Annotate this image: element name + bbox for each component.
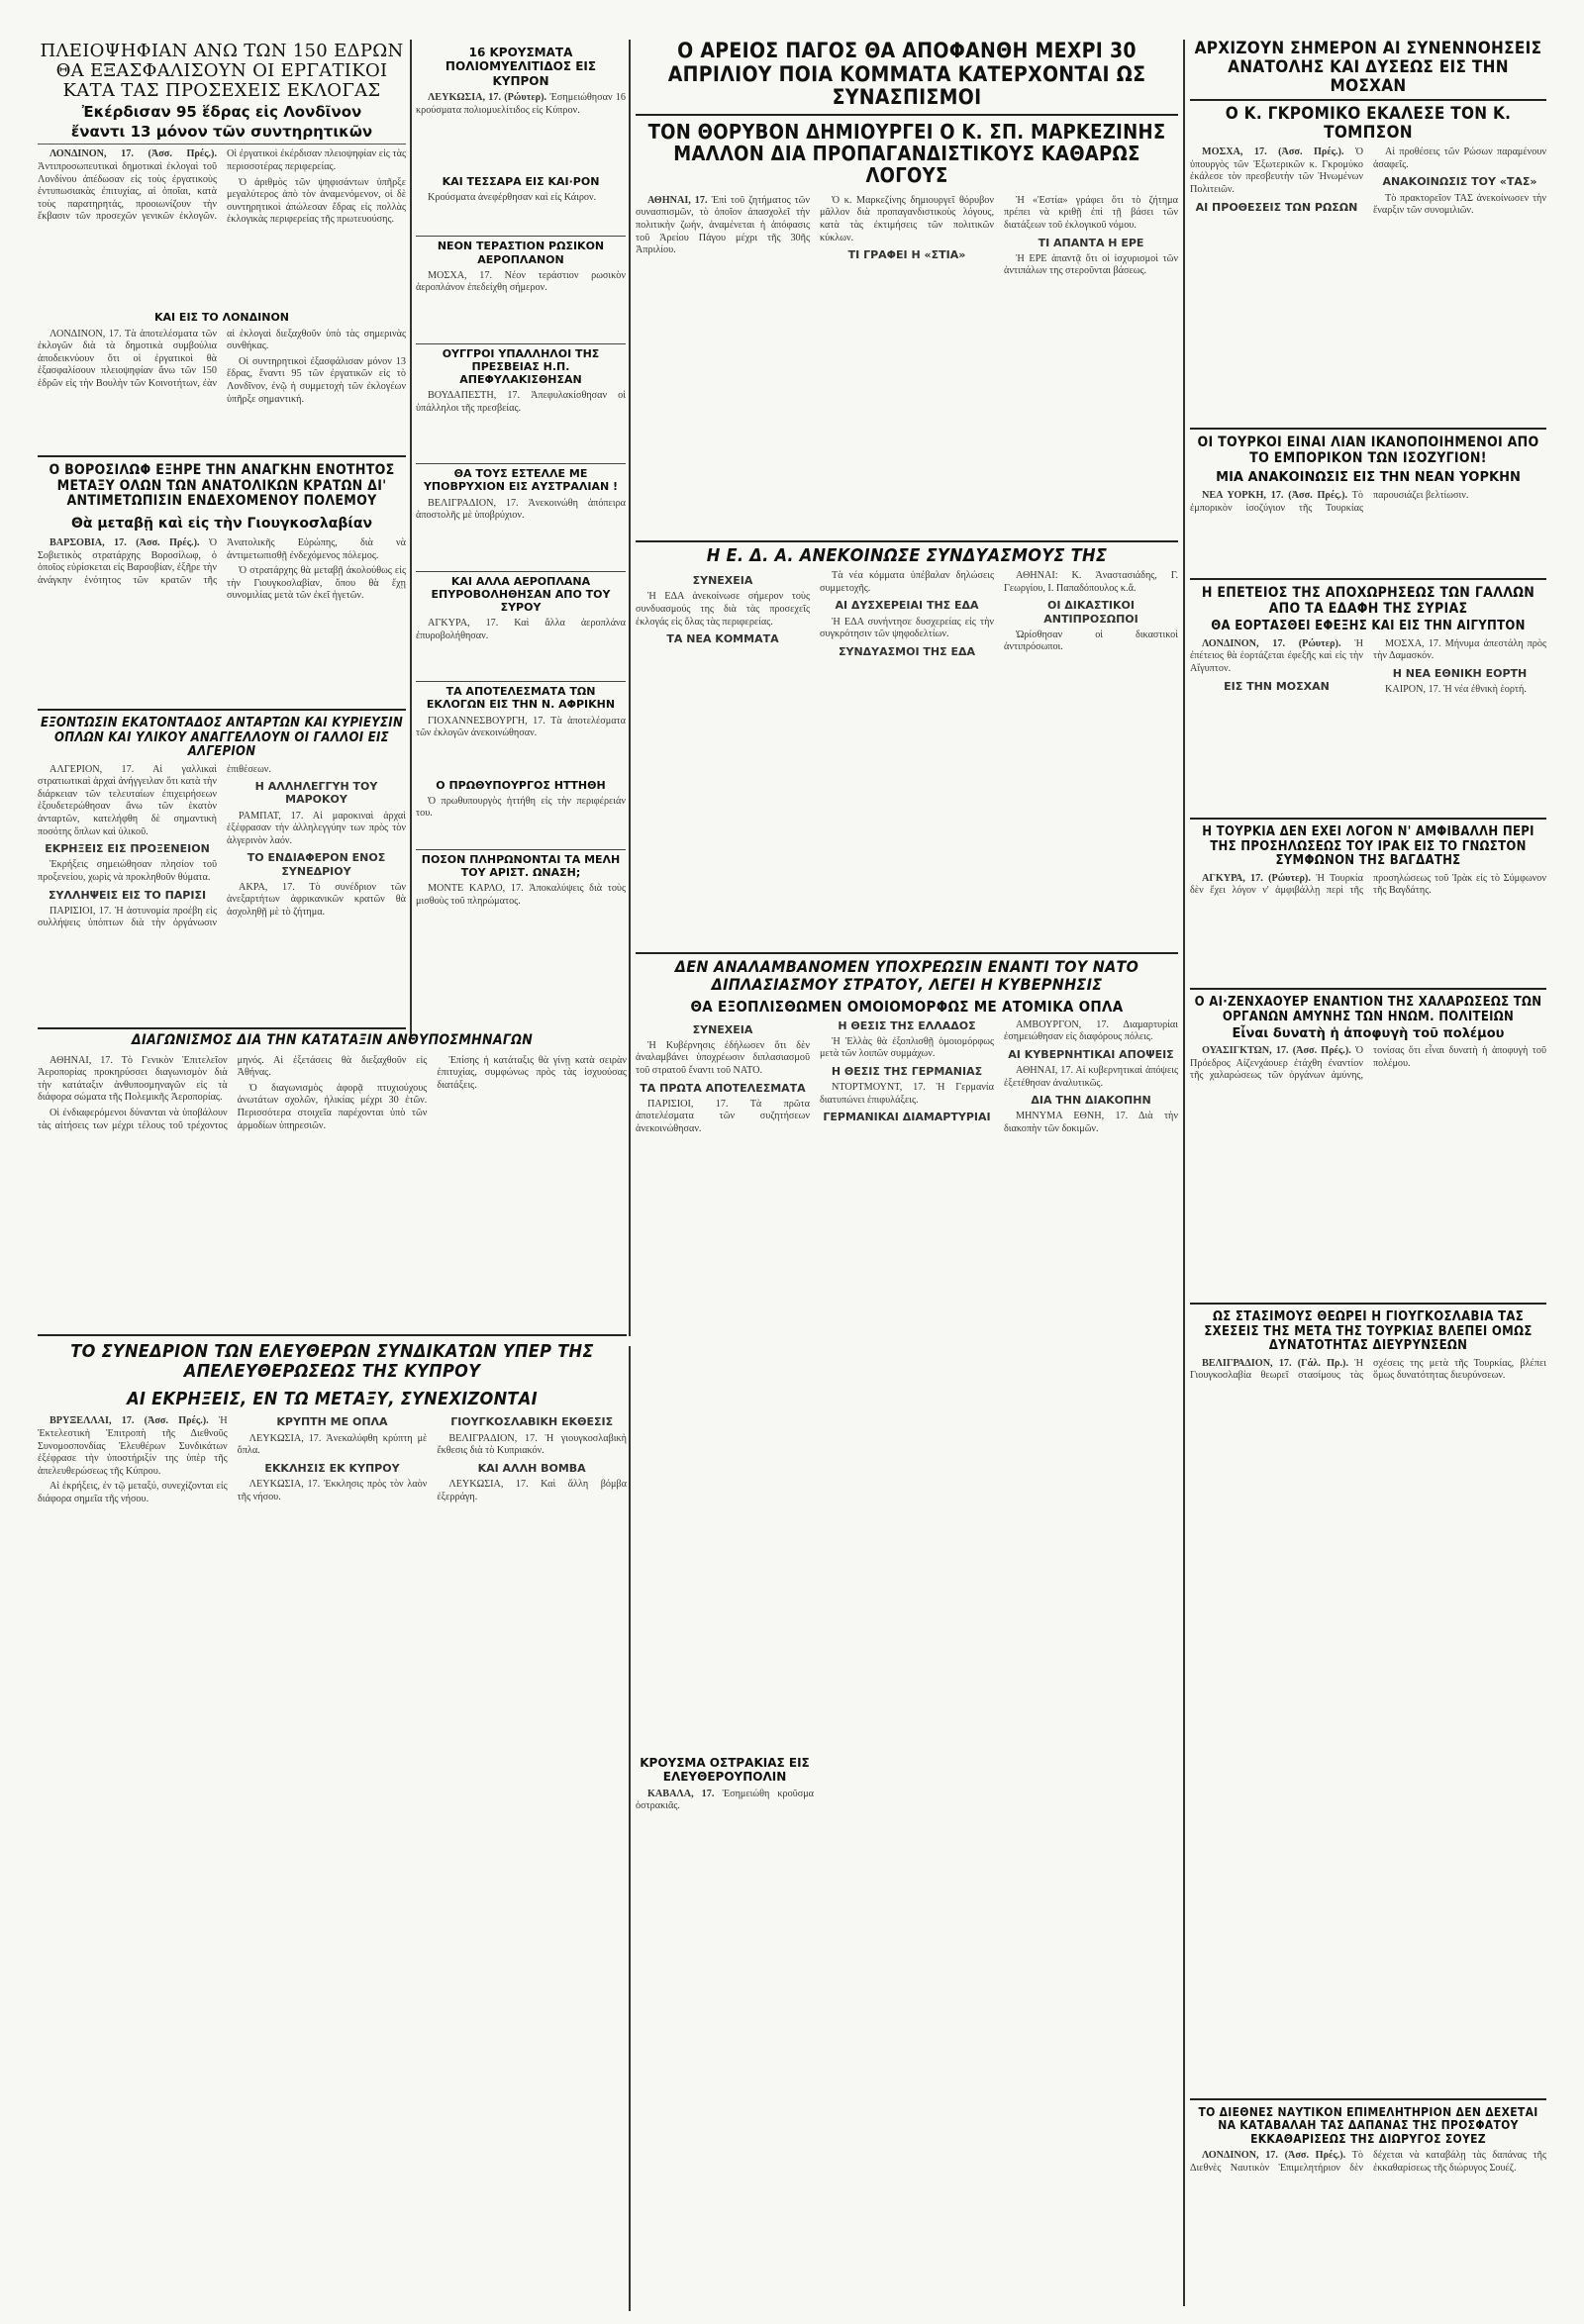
article-body: ΜΟΣΧΑ, 17. Νέον τεράστιον ρωσικὸν ἀεροπλάνον ἐπεδείχθη σήμερον. [416, 269, 626, 294]
section-subhead: ΟΙ ΔΙΚΑΣΤΙΚΟΙ ΑΝΤΙΠΡΟΣΩΠΟΙ [1043, 599, 1138, 626]
brief-headline: ΚΑΙ ΑΛΛΑ ΑΕΡΟΠΛΑΝΑ ΕΠΥΡΟΒΟΛΗΘΗΣΑΝ ΑΠΟ ΤΟΥ ΣΥΡΟΥ [416, 571, 626, 615]
brief-headline: ΠΟΣΟΝ ΠΛΗΡΩΝΟΝΤΑΙ ΤΑ ΜΕΛΗ ΤΟΥ ΑΡΙΣΤ. ΩΝΑΣΗ; [416, 849, 626, 879]
article-subheadline: ΘΑ ΕΞΟΠΛΙΣΘΩΜΕΝ ΟΜΟΙΟΜΟΡΦΩΣ ΜΕ ΑΤΟΜΙΚΑ ΟΠΛΑ [690, 997, 1124, 1016]
brief-headline: ΚΡΟΥΣΜΑ ΟΣΤΡΑΚΙΑΣ ΕΙΣ ΕΛΕΥΘΕΡΟΥΠΟΛΙΝ [640, 1756, 810, 1785]
contest-article [38, 1033, 627, 1320]
section-subhead: ΤΟ ΕΝΔΙΑΦΕΡΟΝ ΕΝΟΣ ΣΥΝΕΔΡΙΟΥ [247, 851, 386, 878]
article-body: ΛΟΝΔΙΝΟΝ, 17. (Ρώυτερ). Ἡ ἐπέτειος θὰ ἑορτάζεται ἐφεξῆς καὶ εἰς τὴν Αἴγυπτον. ΕΙΣ ΤΗΝ ΜΟΣΧΑΝ ΜΟΣΧΑ, 17. Μήνυμα ἀπεστάλη πρὸς τὴν Δαμασκόν. Η ΝΕΑ ΕΘΝΙΚΗ ΕΟΡΤΗ ΚΑΙΡΟΝ, 17. Ἡ νέα ἐθνικὴ ἑορτή. [1190, 637, 1546, 696]
article-body: ΣΥΝΕΧΕΙΑ Ἡ Κυβέρνησις ἐδήλωσεν ὅτι δὲν ἀναλαμβάνει ὑποχρέωσιν διπλασιασμοῦ τοῦ στρατοῦ ἔναντι τοῦ ΝΑΤΟ. ΤΑ ΠΡΩΤΑ ΑΠΟΤΕΛΕΣΜΑΤΑ ΠΑΡΙΣΙΟΙ, 17. Τὰ πρῶτα ἀποτελέσματα τῶν συζητήσεων ἀνεκοινώθησαν. Η ΘΕΣΙΣ ΤΗΣ ΕΛΛΑΔΟΣ Ἡ Ἑλλὰς θὰ ἐξοπλισθῇ ὁμοιομόρφως μετὰ τῶν λοιπῶν συμμάχων. Η ΘΕΣΙΣ ΤΗΣ ΓΕΡΜΑΝΙΑΣ ΝΤΟΡΤΜΟΥΝΤ, 17. Ἡ Γερμανία διατυπώνει ἐπιφυλάξεις. ΓΕΡΜΑΝΙΚΑΙ ΔΙΑΜΑΡΤΥΡΙΑΙ ΑΜΒΟΥΡΓΟΝ, 17. Διαμαρτυρίαι ἐσημειώθησαν εἰς διαφόρους πόλεις. ΑΙ ΚΥΒΕΡΝΗΤΙΚΑΙ ΑΠΟΨΕΙΣ ΑΘΗΝΑΙ, 17. Αἱ κυβερνητικαὶ ἀπόψεις ἐξετέθησαν ἀναλυτικῶς. ΔΙΑ ΤΗΝ ΔΙΑΚΟΠΗΝ ΜΗΝΥΜΑ ΕΘΝΗ, 17. Διὰ τὴν διακοπὴν τῶν δοκιμῶν. [636, 1018, 1178, 1134]
section-subhead: ΕΚΚΛΗΣΙΣ ΕΚ ΚΥΠΡΟΥ [264, 1461, 400, 1475]
article-body: ΜΟΣΧΑ, 17. (Ἀσσ. Πρές.). Ὁ ὑπουργὸς τῶν Ἐξωτερικῶν κ. Γκρομύκο ἐκάλεσε τὸν πρεσβευτὴν τῶν Ἡνωμένων Πολιτειῶν. ΑΙ ΠΡΟΘΕΣΕΙΣ ΤΩΝ ΡΩΣΩΝ Αἱ προθέσεις τῶν Ρώσων παραμένουν ἀσαφεῖς. ΑΝΑΚΟΙΝΩΣΙΣ ΤΟΥ «ΤΑΣ» Τὸ πρακτορεῖον ΤΑΣ ἀνεκοίνωσεν τὴν ἔναρξιν τῶν συνομιλιῶν. [1190, 146, 1546, 217]
article-headline: ΕΞΟΝΤΩΣΙΝ ΕΚΑΤΟΝΤΑΔΟΣ ΑΝΤΑΡΤΩΝ ΚΑΙ ΚΥΡΙΕΥΣΙΝ ΟΠΛΩΝ ΚΑΙ ΥΛΙΚΟΥ ΑΝΑΓΓΕΛΛΟΥΝ ΟΙ ΓΑΛΛΟΙ ΕΙΣ ΑΛΓΕΡΙΟΝ [40, 717, 404, 760]
nato-article [636, 952, 1178, 1508]
eisenhower-article [1190, 988, 1546, 1303]
article-body: ΒΕΛΙΓΡΑΔΙΟΝ, 17. Ἀνεκοινώθη ἀπόπειρα ἀποστολῆς μὲ ὑποβρύχιον. [416, 497, 626, 522]
section-subhead: ΤΙ ΑΠΑΝΤΑ Η ΕΡΕ [1038, 236, 1144, 249]
section-divider [38, 455, 406, 457]
article-headline: ΔΕΝ ΑΝΑΛΑΜΒΑΝΟΜΕΝ ΥΠΟΧΡΕΩΣΙΝ ΕΝΑΝΤΙ ΤΟΥ ΝΑΤΟ ΔΙΠΛΑΣΙΑΣΜΟΥ ΣΤΡΑΤΟΥ, ΛΕΓΕΙ Η ΚΥΒΕΡΝΗΣΙΣ [674, 957, 1139, 994]
brief-headline: 16 ΚΡΟΥΣΜΑΤΑ ΠΟΛΙΟΜΥΕΛΙΤΙΔΟΣ ΕΙΣ ΚΥΠΡΟΝ [445, 46, 597, 88]
section-subhead: ΤΑ ΝΕΑ ΚΟΜΜΑΤΑ [666, 632, 779, 646]
dateline: ΒΑΡΣΟΒΙΑ, 17. (Ἀσσ. Πρές.). [50, 537, 200, 549]
section-subhead: ΑΙ ΚΥΒΕΡΝΗΤΙΚΑΙ ΑΠΟΨΕΙΣ [1008, 1047, 1174, 1061]
section-subhead: ΑΙ ΠΡΟΘΕΣΕΙΣ ΤΩΝ ΡΩΣΩΝ [1195, 200, 1358, 214]
article-subheadline: ἔναντι 13 μόνον τῶν συντηρητικῶν [38, 123, 406, 145]
dateline: ΚΑΒΑΛΑ, 17. [647, 1788, 715, 1799]
article-body: ΑΘΗΝΑΙ, 17. Ἐπὶ τοῦ ζητήματος τῶν συνασπισμῶν, τὸ ὁποῖον ἀπασχολεῖ τὴν πολιτικὴν ζωήν, ἀναμένεται ἡ ἀπόφασις τοῦ Ἀρείου Πάγου μέχρι τῆς 30ῆς Ἀπριλίου. Ὁ κ. Μαρκεζίνης δημιουργεῖ θόρυβον μᾶλλον διὰ προπαγανδιστικοὺς λόγους, κατὰ τὰς ἐκτιμήσεις τῶν πολιτικῶν κύκλων. ΤΙ ΓΡΑΦΕΙ Η «ΣΤΙΑ» Ἡ «Ἑστία» γράφει ὅτι τὸ ζήτημα πρέπει νὰ κριθῇ ἐπὶ τῇ βάσει τῶν διατάξεων τοῦ ἐκλογικοῦ νόμου. ΤΙ ΑΠΑΝΤΑ Η ΕΡΕ Ἡ ΕΡΕ ἀπαντᾷ ὅτι οἱ ἰσχυρισμοὶ τῶν ἀντιπάλων της στεροῦνται βάσεως. [636, 194, 1178, 277]
lead-subheadline: ΤΟΝ ΘΟΡΥΒΟΝ ΔΗΜΙΟΥΡΓΕΙ Ο Κ. ΣΠ. ΜΑΡΚΕΖΙΝΗΣ ΜΑΛΛΟΝ ΔΙΑ ΠΡΟΠΑΓΑΝΔΙΣΤΙΚΟΥΣ ΚΑΘΑΡΩΣ ΛΟΓΟΥΣ [647, 119, 1166, 188]
dateline: ΛΟΝΔΙΝΟΝ, 17. (Ρώυτερ). [1202, 637, 1341, 649]
section-subhead: ΤΙ ΓΡΑΦΕΙ Η «ΣΤΙΑ» [847, 248, 966, 262]
section-subhead: ΚΡΥΠΤΗ ΜΕ ΟΠΛΑ [276, 1415, 388, 1429]
dateline: ΑΓΚΥΡΑ, 17. (Ρώυτερ). [1202, 872, 1311, 884]
article-headline: ΩΣ ΣΤΑΣΙΜΟΥΣ ΘΕΩΡΕΙ Η ΓΙΟΥΓΚΟΣΛΑΒΙΑ ΤΑΣ ΣΧΕΣΕΙΣ ΤΗΣ ΜΕΤΑ ΤΗΣ ΤΟΥΡΚΙΑΣ ΒΛΕΠΕΙ ΟΜΩΣ ΔΥΝΑΤΟΤΗΤΑΣ ΔΙΕΥΡΥΝΣΕΩΝ [1204, 1309, 1533, 1354]
voroshilov-article [38, 463, 406, 711]
article-body: ΑΛΓΕΡΙΟΝ, 17. Αἱ γαλλικαὶ στρατιωτικαὶ ἀρχαὶ ἀνήγγειλαν ὅτι κατὰ τὴν διάρκειαν τῶν τελευταίων ἐπιχειρήσεων ἐξουδετερώθησαν ἄνω τῶν ἑκατὸν ἀνταρτῶν, κατελήφθη δὲ σημαντικὴ ποσότης ὅπλων καὶ ὑλικοῦ. ΕΚΡΗΞΕΙΣ ΕΙΣ ΠΡΟΞΕΝΕΙΟΝ Ἐκρήξεις σημειώθησαν πλησίον τοῦ προξενείου, χωρὶς νὰ προκληθοῦν θύματα. ΣΥΛΛΗΨΕΙΣ ΕΙΣ ΤΟ ΠΑΡΙΣΙ ΠΑΡΙΣΙΟΙ, 17. Ἡ ἀστυνομία προέβη εἰς συλλήψεις ὑπόπτων διὰ τὴν ὀργάνωσιν ἐπιθέσεων. Η ΑΛΛΗΛΕΓΓΥΗ ΤΟΥ ΜΑΡΟΚΟΥ ΡΑΜΠΑΤ, 17. Αἱ μαροκιναὶ ἀρχαὶ ἐξέφρασαν τὴν ἀλληλεγγύην των πρὸς τὸν ἀλγερινὸν λαόν. ΤΟ ΕΝΔΙΑΦΕΡΟΝ ΕΝΟΣ ΣΥΝΕΔΡΙΟΥ ΑΚΡΑ, 17. Τὸ συνέδριον τῶν ἀνεξαρτήτων ἀφρικανικῶν κρατῶν θὰ ἀσχοληθῇ μὲ τὸ ζήτημα. [38, 763, 406, 929]
article-body: ΣΥΝΕΧΕΙΑ Ἡ ΕΔΑ ἀνεκοίνωσε σήμερον τοὺς συνδυασμούς της διὰ τὰς προσεχεῖς ἐκλογάς εἰς ὅλας τὰς περιφερείας. ΤΑ ΝΕΑ ΚΟΜΜΑΤΑ Τὰ νέα κόμματα ὑπέβαλαν δηλώσεις συμμετοχῆς. ΑΙ ΔΥΣΧΕΡΕΙΑΙ ΤΗΣ ΕΔΑ Ἡ ΕΔΑ συνήντησε δυσχερείας εἰς τὴν συγκρότησιν τῶν ψηφοδελτίων. ΣΥΝΔΥΑΣΜΟΙ ΤΗΣ ΕΔΑ ΑΘΗΝΑΙ: Κ. Ἀναστασιάδης, Γ. Γεωργίου, Ι. Παπαδόπουλος κ.ἄ. ΟΙ ΔΙΚΑΣΤΙΚΟΙ ΑΝΤΙΠΡΟΣΩΠΟΙ Ὡρίσθησαν οἱ δικαστικοὶ ἀντιπρόσωποι. [636, 570, 1178, 658]
suez-article [1190, 2098, 1546, 2318]
dateline: ΛΟΝΔΙΝΟΝ, 17. (Ἀσσ. Πρές.). [1202, 2150, 1346, 2162]
section-subhead: ΑΙ ΔΥΣΧΕΡΕΙΑΙ ΤΗΣ ΕΔΑ [835, 599, 979, 613]
brief-headline: ΤΑ ΑΠΟΤΕΛΕΣΜΑΤΑ ΤΩΝ ΕΚΛΟΓΩΝ ΕΙΣ ΤΗΝ Ν. ΑΦΡΙΚΗΝ [416, 681, 626, 711]
article-subheadline: Ο Κ. ΓΚΡΟΜΙΚΟ ΕΚΑΛΕΣΕ ΤΟΝ Κ. ΤΟΜΠΣΟΝ [1225, 104, 1512, 144]
article-body: ΑΓΚΥΡΑ, 17. (Ρώυτερ). Ἡ Τουρκία δὲν ἔχει λόγον ν' ἀμφιβάλλῃ περὶ τῆς προσηλώσεως τοῦ Ἰρὰκ εἰς τὸ Σύμφωνον τῆς Βαγδάτης. [1190, 872, 1546, 897]
article-body: ΚΑΒΑΛΑ, 17. Ἐσημειώθη κροῦσμα ὀστρακιᾶς. [636, 1788, 814, 1812]
article-headline: Ο ΑΙ·ΖΕΝΧΑΟΥΕΡ ΕΝΑΝΤΙΟΝ ΤΗΣ ΧΑΛΑΡΩΣΕΩΣ ΤΩΝ ΟΡΓΑΝΩΝ ΑΜΥΝΗΣ ΤΩΝ ΗΝΩΜ. ΠΟΛΙΤΕΙΩΝ [1194, 995, 1542, 1024]
section-subhead: ΑΝΑΚΟΙΝΩΣΙΣ ΤΟΥ «ΤΑΣ» [1382, 175, 1537, 189]
article-body: ΛΕΥΚΩΣΙΑ, 17. (Ρώυτερ). Ἐσημειώθησαν 16 κρούσματα πολιομυελίτιδος εἰς Κύπρον. [416, 92, 626, 116]
section-divider [38, 709, 406, 711]
article-subheadline: ΑΙ ΕΚΡΗΞΕΙΣ, ΕΝ ΤΩ ΜΕΤΑΞΥ, ΣΥΝΕΧΙΖΟΝΤΑΙ [127, 1389, 538, 1410]
article-body: ΜΟΝΤΕ ΚΑΡΛΟ, 17. Ἀποκαλύψεις διὰ τοὺς μισθοὺς τοῦ πληρώματος. [416, 883, 626, 907]
lead-headline: Ο ΑΡΕΙΟΣ ΠΑΓΟΣ ΘΑ ΑΠΟΦΑΝΘΗ ΜΕΧΡΙ 30 ΑΠΡΙΛΙΟΥ ΠΟΙΑ ΚΟΜΜΑΤΑ ΚΑΤΕΡΧΟΝΤΑΙ ΩΣ ΣΥΝΑΣΠΙΣΜΟΙ [636, 40, 1178, 116]
brief-headline: ΘΑ ΤΟΥΣ ΕΣΤΕΛΛΕ ΜΕ ΥΠΟΒΡΥΧΙΟΝ ΕΙΣ ΑΥΣΤΡΑΛΙΑΝ ! [416, 463, 626, 493]
article-headline: ΤΟ ΣΥΝΕΔΡΙΟΝ ΤΩΝ ΕΛΕΥΘΕΡΩΝ ΣΥΝΔΙΚΑΤΩΝ ΥΠΕΡ ΤΗΣ ΑΠΕΛΕΥΘΕΡΩΣΕΩΣ ΤΗΣ ΚΥΠΡΟΥ [70, 1341, 594, 1383]
article-body: ΛΟΝΔΙΝΟΝ, 17. Τὰ ἀποτελέσματα τῶν ἐκλογῶν διὰ τὰ δημοτικὰ συμβούλια ἀποδεικνύουν ὅτι οἱ ἐργατικοὶ θὰ ἐξασφαλίσουν πλειοψηφίαν ἄνω τῶν 150 ἑδρῶν εἰς τὴν Βουλὴν τῶν Κοινοτήτων, ἐὰν αἱ ἐκλογαὶ διεξαχθοῦν ὑπὸ τὰς σημερινὰς συνθήκας. Οἱ συντηρητικοὶ ἐξασφάλισαν μόνον 13 ἕδρας, ἔναντι 95 τῶν ἐργατικῶν εἰς τὸ Λονδῖνον, ἐνῷ ἡ συμμετοχὴ τῶν ἐκλογέων ὑπῆρξε σημαντική. [38, 328, 406, 405]
center-lead-article [636, 40, 1178, 534]
article-body: ΝΕΑ ΥΟΡΚΗ, 17. (Ἀσσ. Πρές.). Τὸ ἐμπορικὸν ἰσοζύγιον τῆς Τουρκίας παρουσιάζει βελτίωσιν. [1190, 489, 1469, 514]
article-headline: Η ΤΟΥΡΚΙΑ ΔΕΝ ΕΧΕΙ ΛΟΓΟΝ Ν' ΑΜΦΙΒΑΛΛΗ ΠΕΡΙ ΤΗΣ ΠΡΟΣΗΛΩΣΕΩΣ ΤΟΥ ΙΡΑΚ ΕΙΣ ΤΟ ΓΝΩΣΤΟΝ ΣΥΜΦΩΝΟΝ ΤΗΣ ΒΑΓΔΑΤΗΣ [1202, 824, 1534, 869]
section-subhead: Η ΑΛΛΗΛΕΓΓΥΗ ΤΟΥ ΜΑΡΟΚΟΥ [254, 780, 378, 807]
dateline: ΟΥΑΣΙΓΚΤΩΝ, 17. (Ἀσσ. Πρές.). [1202, 1045, 1351, 1057]
article-body: Ὁ πρωθυπουργὸς ἡττήθη εἰς τὴν περιφέρειάν του. [416, 795, 626, 820]
left-top-article [38, 42, 406, 457]
dateline: ΛΟΝΔΙΝΟΝ, 17. (Ἀσσ. Πρές.). [50, 148, 217, 160]
section-subhead: Η ΝΕΑ ΕΘΝΙΚΗ ΕΟΡΤΗ [1392, 667, 1528, 681]
dateline: ΒΕΛΙΓΡΑΔΙΟΝ, 17. (Γάλ. Πρ.). [1202, 1357, 1348, 1369]
iraq-article [1190, 818, 1546, 988]
article-body: ΓΙΟΧΑΝΝΕΣΒΟΥΡΓΗ, 17. Τὰ ἀποτελέσματα τῶν ἐκλογῶν ἀνεκοινώθησαν. [416, 715, 626, 739]
article-body: ΒΑΡΣΟΒΙΑ, 17. (Ἀσσ. Πρές.). Ὁ Σοβιετικὸς στρατάρχης Βοροσίλωφ, ὁ ὁποῖος εὑρίσκεται εἰς Βαρσοβίαν, ἐξῆρε τὴν ἀνάγκην ἑνότητος τῶν κρατῶν τῆς Ἀνατολικῆς Εὐρώπης, διὰ νὰ ἀντιμετωπισθῇ ἐνδεχόμενος πόλεμος. Ὁ στρατάρχης θὰ μεταβῇ ἀκολούθως εἰς τὴν Γιουγκοσλαβίαν, ὅπου θὰ ἔχῃ συνομιλίας μετὰ τῶν ἐκεῖ ἡγετῶν. [38, 537, 406, 602]
article-body: ΒΕΛΙΓΡΑΔΙΟΝ, 17. (Γάλ. Πρ.). Ἡ Γιουγκοσλαβία θεωρεῖ στασίμους τὰς σχέσεις της μετὰ τῆς Τουρκίας, βλέπει ὅμως δυνατότητας διευρύνσεων. [1190, 1357, 1546, 1382]
algeria-article [38, 717, 406, 1029]
article-subheadline: ΜΙΑ ΑΝΑΚΟΙΝΩΣΙΣ ΕΙΣ ΤΗΝ ΝΕΑΝ ΥΟΡΚΗΝ [1216, 470, 1521, 486]
article-body: Κρούσματα ἀνεφέρθησαν καὶ εἰς Κάιρον. [428, 192, 597, 204]
section-subhead: ΓΕΡΜΑΝΙΚΑΙ ΔΙΑΜΑΡΤΥΡΙΑΙ [823, 1111, 991, 1124]
article-subheadline: Ἐκέρδισαν 95 ἕδρας εἰς Λονδῖνον [81, 103, 362, 122]
article-headline: ΔΙΑΓΩΝΙΣΜΟΣ ΔΙΑ ΤΗΝ ΚΑΤΑΤΑΞΙΝ ΑΝΘΥΠΟΣΜΗΝΑΓΩΝ [131, 1033, 534, 1048]
article-body: ΛΟΝΔΙΝΟΝ, 17. (Ἀσσ. Πρές.). Τὸ Διεθνὲς Ναυτικὸν Ἐπιμελητήριον δὲν δέχεται νὰ καταβάλῃ τὰς δαπάνας τῆς ἐκκαθαρίσεως τῆς διώρυγος Σουέζ. [1190, 2150, 1546, 2174]
ostraka-article [636, 1752, 814, 1831]
dateline: ΜΟΣΧΑ, 17. (Ἀσσ. Πρές.). [1202, 146, 1344, 158]
brief-headline: Ο ΠΡΩΘΥΠΟΥΡΓΟΣ ΗΤΤΗΘΗ [436, 778, 606, 792]
moscow-article [1190, 40, 1546, 426]
dateline: ΛΕΥΚΩΣΙΑ, 17. (Ρώυτερ). [428, 92, 547, 104]
article-subheadline: ΘΑ ΕΟΡΤΑΣΘΕΙ ΕΦΕΞΗΣ ΚΑΙ ΕΙΣ ΤΗΝ ΑΙΓΥΠΤΟΝ [1211, 619, 1526, 634]
article-body: ΑΓΚΥΡΑ, 17. Καὶ ἄλλα ἀεροπλάνα ἐπυροβολήθησαν. [416, 618, 626, 641]
continued-label: ΣΥΝΕΧΕΙΑ [692, 1022, 753, 1036]
section-subhead: ΚΑΙ ΕΙΣ ΤΟ ΛΟΝΔΙΝΟΝ [153, 311, 290, 325]
brief-headline: ΝΕΟΝ ΤΕΡΑΣΤΙΟΝ ΡΩΣΙΚΟΝ ΑΕΡΟΠΛΑΝΟΝ [416, 236, 626, 265]
article-subheadline: Θὰ μεταβῇ καὶ εἰς τὴν Γιουγκοσλαβίαν [70, 516, 373, 533]
section-subhead: ΚΑΙ ΑΛΛΗ ΒΟΜΒΑ [477, 1461, 586, 1475]
article-body: ΟΥΑΣΙΓΚΤΩΝ, 17. (Ἀσσ. Πρές.). Ὁ Πρόεδρος Αἰζενχάουερ ἐτάχθη ἐναντίον τῆς χαλαρώσεως τῶν ὀργάνων ἀμύνης, τονίσας ὅτι εἶναι δυνατὴ ἡ ἀποφυγὴ τοῦ πολέμου. [1190, 1045, 1546, 1082]
section-subhead: ΕΚΡΗΞΕΙΣ ΕΙΣ ΠΡΟΞΕΝΕΙΟΝ [45, 842, 210, 856]
section-subhead: ΕΙΣ ΤΗΝ ΜΟΣΧΑΝ [1224, 679, 1330, 693]
col2-briefs [416, 42, 626, 1031]
article-headline: Η ΕΠΕΤΕΙΟΣ ΤΗΣ ΑΠΟΧΩΡΗΣΕΩΣ ΤΩΝ ΓΑΛΛΩΝ ΑΠΟ ΤΑ ΕΔΑΦΗ ΤΗΣ ΣΥΡΙΑΣ [1201, 585, 1535, 617]
brief-headline: ΟΥΓΓΡΟΙ ΥΠΑΛΛΗΛΟΙ ΤΗΣ ΠΡΕΣΒΕΙΑΣ Η.Π. ΑΠΕΦΥΛΑΚΙΣΘΗΣΑΝ [416, 343, 626, 387]
article-body: ΑΘΗΝΑΙ, 17. Τὸ Γενικὸν Ἐπιτελεῖον Ἀεροπορίας προκηρύσσει διαγωνισμὸν διὰ τὴν κατάταξιν ἀνθυποσμηναγῶν εἰς τὰ διάφορα σώματα τῆς Πολεμικῆς Ἀεροπορίας. Οἱ ἐνδιαφερόμενοι δύνανται νὰ ὑποβάλουν τὰς αἰτήσεις των μέχρι τέλους τοῦ τρέχοντος μηνός. Αἱ ἐξετάσεις θὰ διεξαχθοῦν εἰς Ἀθήνας. Ὁ διαγωνισμὸς ἀφορᾷ πτυχιούχους ἀνωτάτων σχολῶν, ἡλικίας μέχρι 30 ἐτῶν. Περισσότερα στοιχεῖα παρέχονται ὑπὸ τῶν ἀρμοδίων ὑπηρεσιῶν. Ἐπίσης ἡ κατάταξις θὰ γίνῃ κατὰ σειρὰν ἐπιτυχίας, συμφώνως πρὸς τὰς ἰσχυούσας διατάξεις. [38, 1054, 627, 1131]
yugoslavia-article [1190, 1303, 1546, 1542]
column-rule [629, 1346, 631, 2311]
brief-headline: ΚΑΙ ΤΕΣΣΑΡΑ ΕΙΣ ΚΑΙ·ΡΟΝ [442, 175, 600, 189]
turks-article [1190, 428, 1546, 578]
article-headline: ΑΡΧΙΖΟΥΝ ΣΗΜΕΡΟΝ ΑΙ ΣΥΝΕΝΝΟΗΣΕΙΣ ΑΝΑΤΟΛΗΣ ΚΑΙ ΔΥΣΕΩΣ ΕΙΣ ΤΗΝ ΜΟΣΧΑΝ [1190, 40, 1546, 101]
section-subhead: Η ΘΕΣΙΣ ΤΗΣ ΓΕΡΜΑΝΙΑΣ [831, 1064, 983, 1078]
article-headline: ΠΛΕΙΟΨΗΦΙΑΝ ΑΝΩ ΤΩΝ 150 ΕΔΡΩΝ ΘΑ ΕΞΑΣΦΑΛΙΣΟΥΝ ΟΙ ΕΡΓΑΤΙΚΟΙ ΚΑΤΑ ΤΑΣ ΠΡΟΣΕΧΕΙΣ ΕΚΛΟΓΑΣ [40, 42, 404, 102]
article-headline: Η Ε. Δ. Α. ΑΝΕΚΟΙΝΩΣΕ ΣΥΝΔΥΑΣΜΟΥΣ ΤΗΣ [706, 545, 1108, 566]
section-subhead: Η ΘΕΣΙΣ ΤΗΣ ΕΛΛΑΔΟΣ [838, 1018, 976, 1032]
section-subhead: ΤΑ ΠΡΩΤΑ ΑΠΟΤΕΛΕΣΜΑΤΑ [640, 1081, 806, 1095]
section-subhead: ΣΥΛΛΗΨΕΙΣ ΕΙΣ ΤΟ ΠΑΡΙΣΙ [48, 888, 207, 902]
continued-label: ΣΥΝΕΧΕΙΑ [692, 574, 753, 588]
article-body: ΒΡΥΞΕΛΛΑΙ, 17. (Ἀσσ. Πρές.). Ἡ Ἐκτελεστικὴ Ἐπιτροπὴ τῆς Διεθνοῦς Συνομοσπονδίας Ἐλευθέρων Συνδικάτων ἐξέφρασε τὴν ὑποστήριξίν της ὑπὲρ τῆς ἀπελευθερώσεως τῆς Κύπρου. Αἱ ἐκρήξεις, ἐν τῷ μεταξύ, συνεχίζονται εἰς διάφορα σημεῖα τῆς νήσου. ΚΡΥΠΤΗ ΜΕ ΟΠΛΑ ΛΕΥΚΩΣΙΑ, 17. Ἀνεκαλύφθη κρύπτη μὲ ὅπλα. ΕΚΚΛΗΣΙΣ ΕΚ ΚΥΠΡΟΥ ΛΕΥΚΩΣΙΑ, 17. Ἐκκλησις πρὸς τὸν λαὸν τῆς νήσου. ΓΙΟΥΓΚΟΣΛΑΒΙΚΗ ΕΚΘΕΣΙΣ ΒΕΛΙΓΡΑΔΙΟΝ, 17. Ἡ γιουγκοσλαβικὴ ἔκθεσις διὰ τὸ Κυπριακόν. ΚΑΙ ΑΛΛΗ ΒΟΜΒΑ ΛΕΥΚΩΣΙΑ, 17. Καὶ ἄλλη βόμβα ἐξερράγη. [38, 1415, 627, 1505]
article-subheadline: Εἶναι δυνατὴ ἡ ἀποφυγὴ τοῦ πολέμου [1232, 1026, 1505, 1042]
syria-article [1190, 578, 1546, 818]
section-subhead: ΔΙΑ ΤΗΝ ΔΙΑΚΟΠΗΝ [1031, 1094, 1151, 1108]
dateline: ΝΕΑ ΥΟΡΚΗ, 17. (Ἀσσ. Πρές.). [1202, 489, 1348, 501]
section-subhead: ΓΙΟΥΓΚΟΣΛΑΒΙΚΗ ΕΚΘΕΣΙΣ [450, 1415, 614, 1429]
article-headline: ΟΙ ΤΟΥΡΚΟΙ ΕΙΝΑΙ ΛΙΑΝ ΙΚΑΝΟΠΟΙΗΜΕΝΟΙ ΑΠΟ ΤΟ ΕΜΠΟΡΙΚΟΝ ΤΩΝ ΙΣΟΖΥΓΙΟΝ! [1197, 435, 1539, 466]
section-subhead: ΣΥΝΔΥΑΣΜΟΙ ΤΗΣ ΕΔΑ [838, 644, 975, 658]
column-rule [1183, 40, 1185, 2306]
article-body: ΒΟΥΔΑΠΕΣΤΗ, 17. Ἀπεφυλακίσθησαν οἱ ὑπάλληλοι τῆς πρεσβείας. [416, 390, 626, 414]
dateline: ΑΘΗΝΑΙ, 17. [647, 194, 708, 206]
dateline: ΒΡΥΞΕΛΛΑΙ, 17. (Ἀσσ. Πρές.). [50, 1415, 209, 1427]
eda-article [636, 540, 1178, 948]
article-body: ΛΟΝΔΙΝΟΝ, 17. (Ἀσσ. Πρές.). Ἀντιπροσωπευτικαὶ δημοτικαὶ ἐκλογαὶ τοῦ Λονδίνου ἀπέδωσαν εἰς τοὺς ἐργατικοὺς ἐντυπωσιακὰς ἐπιτυχίας, αἱ ὁποῖαι, κατὰ τοὺς παρατηρητάς, προοιωνίζουν τὴν ἔκβασιν τῶν προσεχῶν γενικῶν ἐκλογῶν. Οἱ ἐργατικοὶ ἐκέρδισαν πλειοψηφίαν εἰς τὰς περισσοτέρας περιφερείας. Ὁ ἀριθμὸς τῶν ψηφισάντων ὑπῆρξε μεγαλύτερος ἀπὸ τὸν ἀναμενόμενον, οἱ δὲ συντηρητικοὶ ἀπώλεσαν ἕδρας εἰς πολλὰς ἐκλογικὰς περιφερείας τῆς πρωτευούσης. [38, 148, 406, 226]
article-headline: ΤΟ ΔΙΕΘΝΕΣ ΝΑΥΤΙΚΟΝ ΕΠΙΜΕΛΗΤΗΡΙΟΝ ΔΕΝ ΔΕΧΕΤΑΙ ΝΑ ΚΑΤΑΒΑΛΑΗ ΤΑΣ ΔΑΠΑΝΑΣ ΤΗΣ ΠΡΟΣΦΑΤΟΥ ΕΚΚΑΘΑΡΙΣΕΩΣ ΤΗΣ ΔΙΩΡΥΓΟΣ ΣΟΥΕΖ [1198, 2105, 1538, 2146]
article-headline: Ο ΒΟΡΟΣΙΛΩΦ ΕΞΗΡΕ ΤΗΝ ΑΝΑΓΚΗΝ ΕΝΟΤΗΤΟΣ ΜΕΤΑΞΥ ΟΛΩΝ ΤΩΝ ΑΝΑΤΟΛΙΚΩΝ ΚΡΑΤΩΝ ΔΙ' ΑΝΤΙΜΕΤΩΠΙΣΙΝ ΕΝΔΕΧΟΜΕΝΟΥ ΠΟΛΕΜΟΥ [49, 463, 395, 510]
section-divider [38, 1027, 406, 1029]
cyprus-article [38, 1334, 627, 2316]
column-rule [629, 40, 631, 1336]
column-rule [410, 40, 412, 1039]
